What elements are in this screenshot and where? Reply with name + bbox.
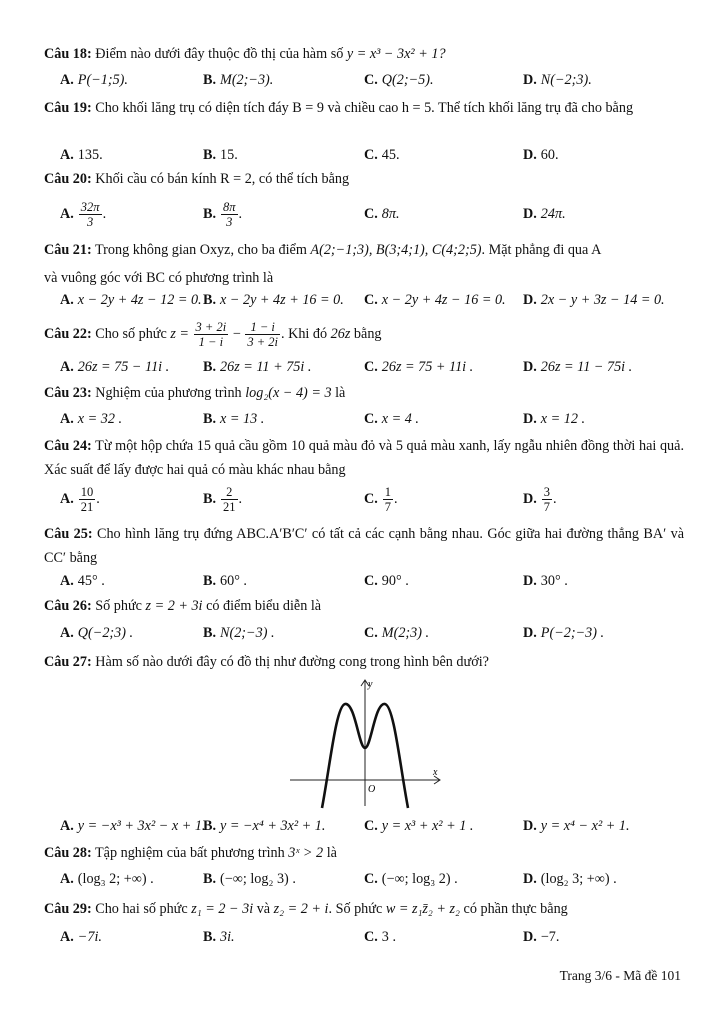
question-text: Số phức <box>95 598 142 614</box>
option-c[interactable]: C. x − 2y + 4z − 16 = 0. <box>364 292 506 308</box>
question-text: Khối cầu có bán kính R = 2, có thể tích bằng <box>95 171 350 187</box>
question-text: Cho hai số phức <box>95 901 188 917</box>
fraction-1: $\frac{3 + 2i}{1 - i}$ <box>195 320 227 350</box>
options-29 <box>0 926 725 948</box>
question-22 <box>44 317 684 351</box>
question-26 <box>44 596 684 616</box>
question-head: Câu 21: <box>44 242 92 258</box>
question-points: A(2;−1;3), B(3;4;1), C(4;2;5) <box>310 242 482 258</box>
question-text: Tập nghiệm của bất phương trình <box>95 845 285 861</box>
option-b[interactable]: B. $\frac{2}{21}$ . <box>203 485 243 515</box>
option-b[interactable]: B. y = −x⁴ + 3x² + 1. <box>203 818 326 834</box>
question-head: Câu 19: <box>44 100 92 116</box>
option-b[interactable]: B. M(2;−3). <box>203 72 274 88</box>
option-a[interactable]: A. −7i. <box>60 929 102 945</box>
question-head: Câu 20: <box>44 171 92 187</box>
option-a[interactable]: A. Q(−2;3) . <box>60 625 134 641</box>
option-c[interactable]: C. 45. <box>364 147 400 163</box>
option-a[interactable]: A. $\frac{10}{21}$ . <box>60 485 100 515</box>
question-text: Nghiệm của phương trình <box>95 385 242 401</box>
question-20 <box>44 169 684 189</box>
question-text: Từ một hộp chứa 15 quả cầu gồm 10 quả màu đỏ và 5 quả màu xanh, lấy ngẫu nhiên đồng thời hai quả. Xác suất để lấy được hai quả có màu khác nhau bằng <box>44 438 684 478</box>
options-20 <box>0 197 725 231</box>
question-formula: z = 2 + 3i <box>145 598 203 614</box>
option-c[interactable]: C. 26z = 75 + 11i . <box>364 359 474 375</box>
option-d[interactable]: D. N(−2;3). <box>523 72 592 88</box>
question-text-3: bằng <box>353 326 382 342</box>
question-28 <box>44 843 684 863</box>
question-text: Trong không gian Oxyz, cho ba điểm <box>95 242 307 258</box>
option-d[interactable]: D. $\frac{3}{7}$ . <box>523 485 557 515</box>
page-footer: Trang 3/6 - Mã đề 101 <box>559 968 681 983</box>
minus-sign: − <box>232 326 241 342</box>
option-b[interactable]: B. x = 13 . <box>203 411 265 427</box>
question-text-3: có phần thực bằng <box>463 901 568 917</box>
option-d[interactable]: D. 2x − y + 3z − 14 = 0. <box>523 292 665 308</box>
option-a[interactable]: A. P(−1;5). <box>60 72 128 88</box>
z1-formula: z₁ = 2 − 3i <box>191 901 254 917</box>
option-a[interactable]: A. y = −x³ + 3x² − x + 1. <box>60 818 206 834</box>
option-d[interactable]: D. x = 12 . <box>523 411 586 427</box>
question-text: Cho hình lăng trụ đứng ABC.A′B′C′ có tất cả các cạnh bằng nhau. Góc giữa hai đường thẳng BA′ và CC′ bằng <box>44 526 684 566</box>
question-18 <box>44 44 684 64</box>
question-text-2: . Mặt phẳng đi qua A <box>481 242 602 258</box>
option-a[interactable]: A. $\frac{32\pi}{3}$ . <box>60 200 107 230</box>
option-d[interactable]: D. 24π. <box>523 206 566 222</box>
options-25 <box>0 570 725 592</box>
question-head: Câu 25: <box>44 526 93 542</box>
option-d[interactable]: D. y = x⁴ − x² + 1. <box>523 818 630 834</box>
option-b[interactable]: B. N(2;−3) . <box>203 625 275 641</box>
question-29 <box>44 899 684 919</box>
question-head: Câu 27: <box>44 654 92 670</box>
option-b[interactable]: B. x − 2y + 4z + 16 = 0. <box>203 292 344 308</box>
option-a[interactable]: A. 26z = 75 − 11i . <box>60 359 170 375</box>
x-axis-label: x <box>433 767 438 778</box>
question-text: Điểm nào dưới đây thuộc đồ thị của hàm số <box>95 46 344 62</box>
options-23 <box>0 408 725 430</box>
question-head: Câu 18: <box>44 46 92 62</box>
option-c[interactable]: C. (−∞; log₃ 2) . <box>364 871 458 887</box>
option-c[interactable]: C. 90° . <box>364 573 409 589</box>
question-tail: là <box>326 845 337 861</box>
question-23 <box>44 383 684 403</box>
question-25 <box>44 522 684 570</box>
option-b[interactable]: B. (−∞; log₂ 3) . <box>203 871 296 887</box>
fraction-2: $\frac{1 - i}{3 + 2i}$ <box>247 320 278 350</box>
question-head: Câu 29: <box>44 901 92 917</box>
options-28 <box>0 868 725 890</box>
question-27 <box>44 652 684 672</box>
option-c[interactable]: C. 8π. <box>364 206 400 222</box>
option-d[interactable]: D. 30° . <box>523 573 568 589</box>
question-head: Câu 28: <box>44 845 92 861</box>
question-text-3: và vuông góc với BC có phương trình là <box>44 270 274 286</box>
question-head: Câu 22: <box>44 326 92 342</box>
z-equals: z = <box>170 326 189 342</box>
question-24 <box>44 434 684 482</box>
expression: 26z <box>330 326 351 342</box>
question-text: Hàm số nào dưới đây có đồ thị như đường cong trong hình bên dưới? <box>95 654 489 670</box>
question-19 <box>44 96 684 120</box>
question-formula: log₂(x − 4) = 3 <box>245 385 332 401</box>
option-a[interactable]: A. 45° . <box>60 573 105 589</box>
option-c[interactable]: C. $\frac{1}{7}$ . <box>364 485 398 515</box>
y-axis-label: y <box>368 679 373 690</box>
question-formula: y = x³ − 3x² + 1? <box>346 46 446 62</box>
option-d[interactable]: D. −7. <box>523 929 560 945</box>
options-21 <box>0 289 725 311</box>
option-d[interactable]: D. P(−2;−3) . <box>523 625 605 641</box>
options-27 <box>0 815 725 837</box>
conjunction: và <box>256 901 271 917</box>
options-24 <box>0 482 725 516</box>
options-22 <box>0 356 725 378</box>
options-18 <box>0 69 725 91</box>
option-b[interactable]: B. 3i. <box>203 929 235 945</box>
option-a[interactable]: A. x = 32 . <box>60 411 123 427</box>
question-head: Câu 26: <box>44 598 92 614</box>
option-a[interactable]: A. x − 2y + 4z − 12 = 0. <box>60 292 202 308</box>
function-graph <box>282 676 447 812</box>
question-text: Cho khối lăng trụ có diện tích đáy B = 9 và chiều cao h = 5. Thể tích khối lăng trụ đã cho bằng <box>95 100 634 116</box>
z2-formula: z₂ = 2 + i <box>273 901 329 917</box>
option-c[interactable]: C. 3 . <box>364 929 396 945</box>
option-c[interactable]: C. x = 4 . <box>364 411 419 427</box>
option-c[interactable]: C. Q(2;−5). <box>364 72 434 88</box>
option-c[interactable]: C. M(2;3) . <box>364 625 430 641</box>
option-d[interactable]: D. (log₂ 3; +∞) . <box>523 871 617 887</box>
question-21 <box>44 236 684 292</box>
origin-label: O <box>368 784 376 795</box>
options-19 <box>0 144 725 166</box>
options-26 <box>0 622 725 644</box>
question-tail: là <box>335 385 346 401</box>
option-a[interactable]: A. 135. <box>60 147 103 163</box>
question-text-2: . Khi đó <box>281 326 328 342</box>
option-b[interactable]: B. 15. <box>203 147 238 163</box>
option-a[interactable]: A. (log₃ 2; +∞) . <box>60 871 154 887</box>
question-head: Câu 24: <box>44 438 92 454</box>
option-d[interactable]: D. 26z = 11 − 75i . <box>523 359 633 375</box>
option-c[interactable]: C. y = x³ + x² + 1 . <box>364 818 474 834</box>
option-b[interactable]: B. $\frac{8\pi}{3}$ . <box>203 200 243 230</box>
question-head: Câu 23: <box>44 385 92 401</box>
question-text: Cho số phức <box>95 326 167 342</box>
question-tail: có điểm biểu diễn là <box>206 598 322 614</box>
option-b[interactable]: B. 26z = 11 + 75i . <box>203 359 312 375</box>
option-d[interactable]: D. 60. <box>523 147 559 163</box>
question-formula: 3ˣ > 2 <box>288 845 324 861</box>
w-formula: w = z₁z̄₂ + z₂ <box>385 901 460 917</box>
option-b[interactable]: B. 60° . <box>203 573 247 589</box>
question-text-2: . Số phức <box>328 901 383 917</box>
